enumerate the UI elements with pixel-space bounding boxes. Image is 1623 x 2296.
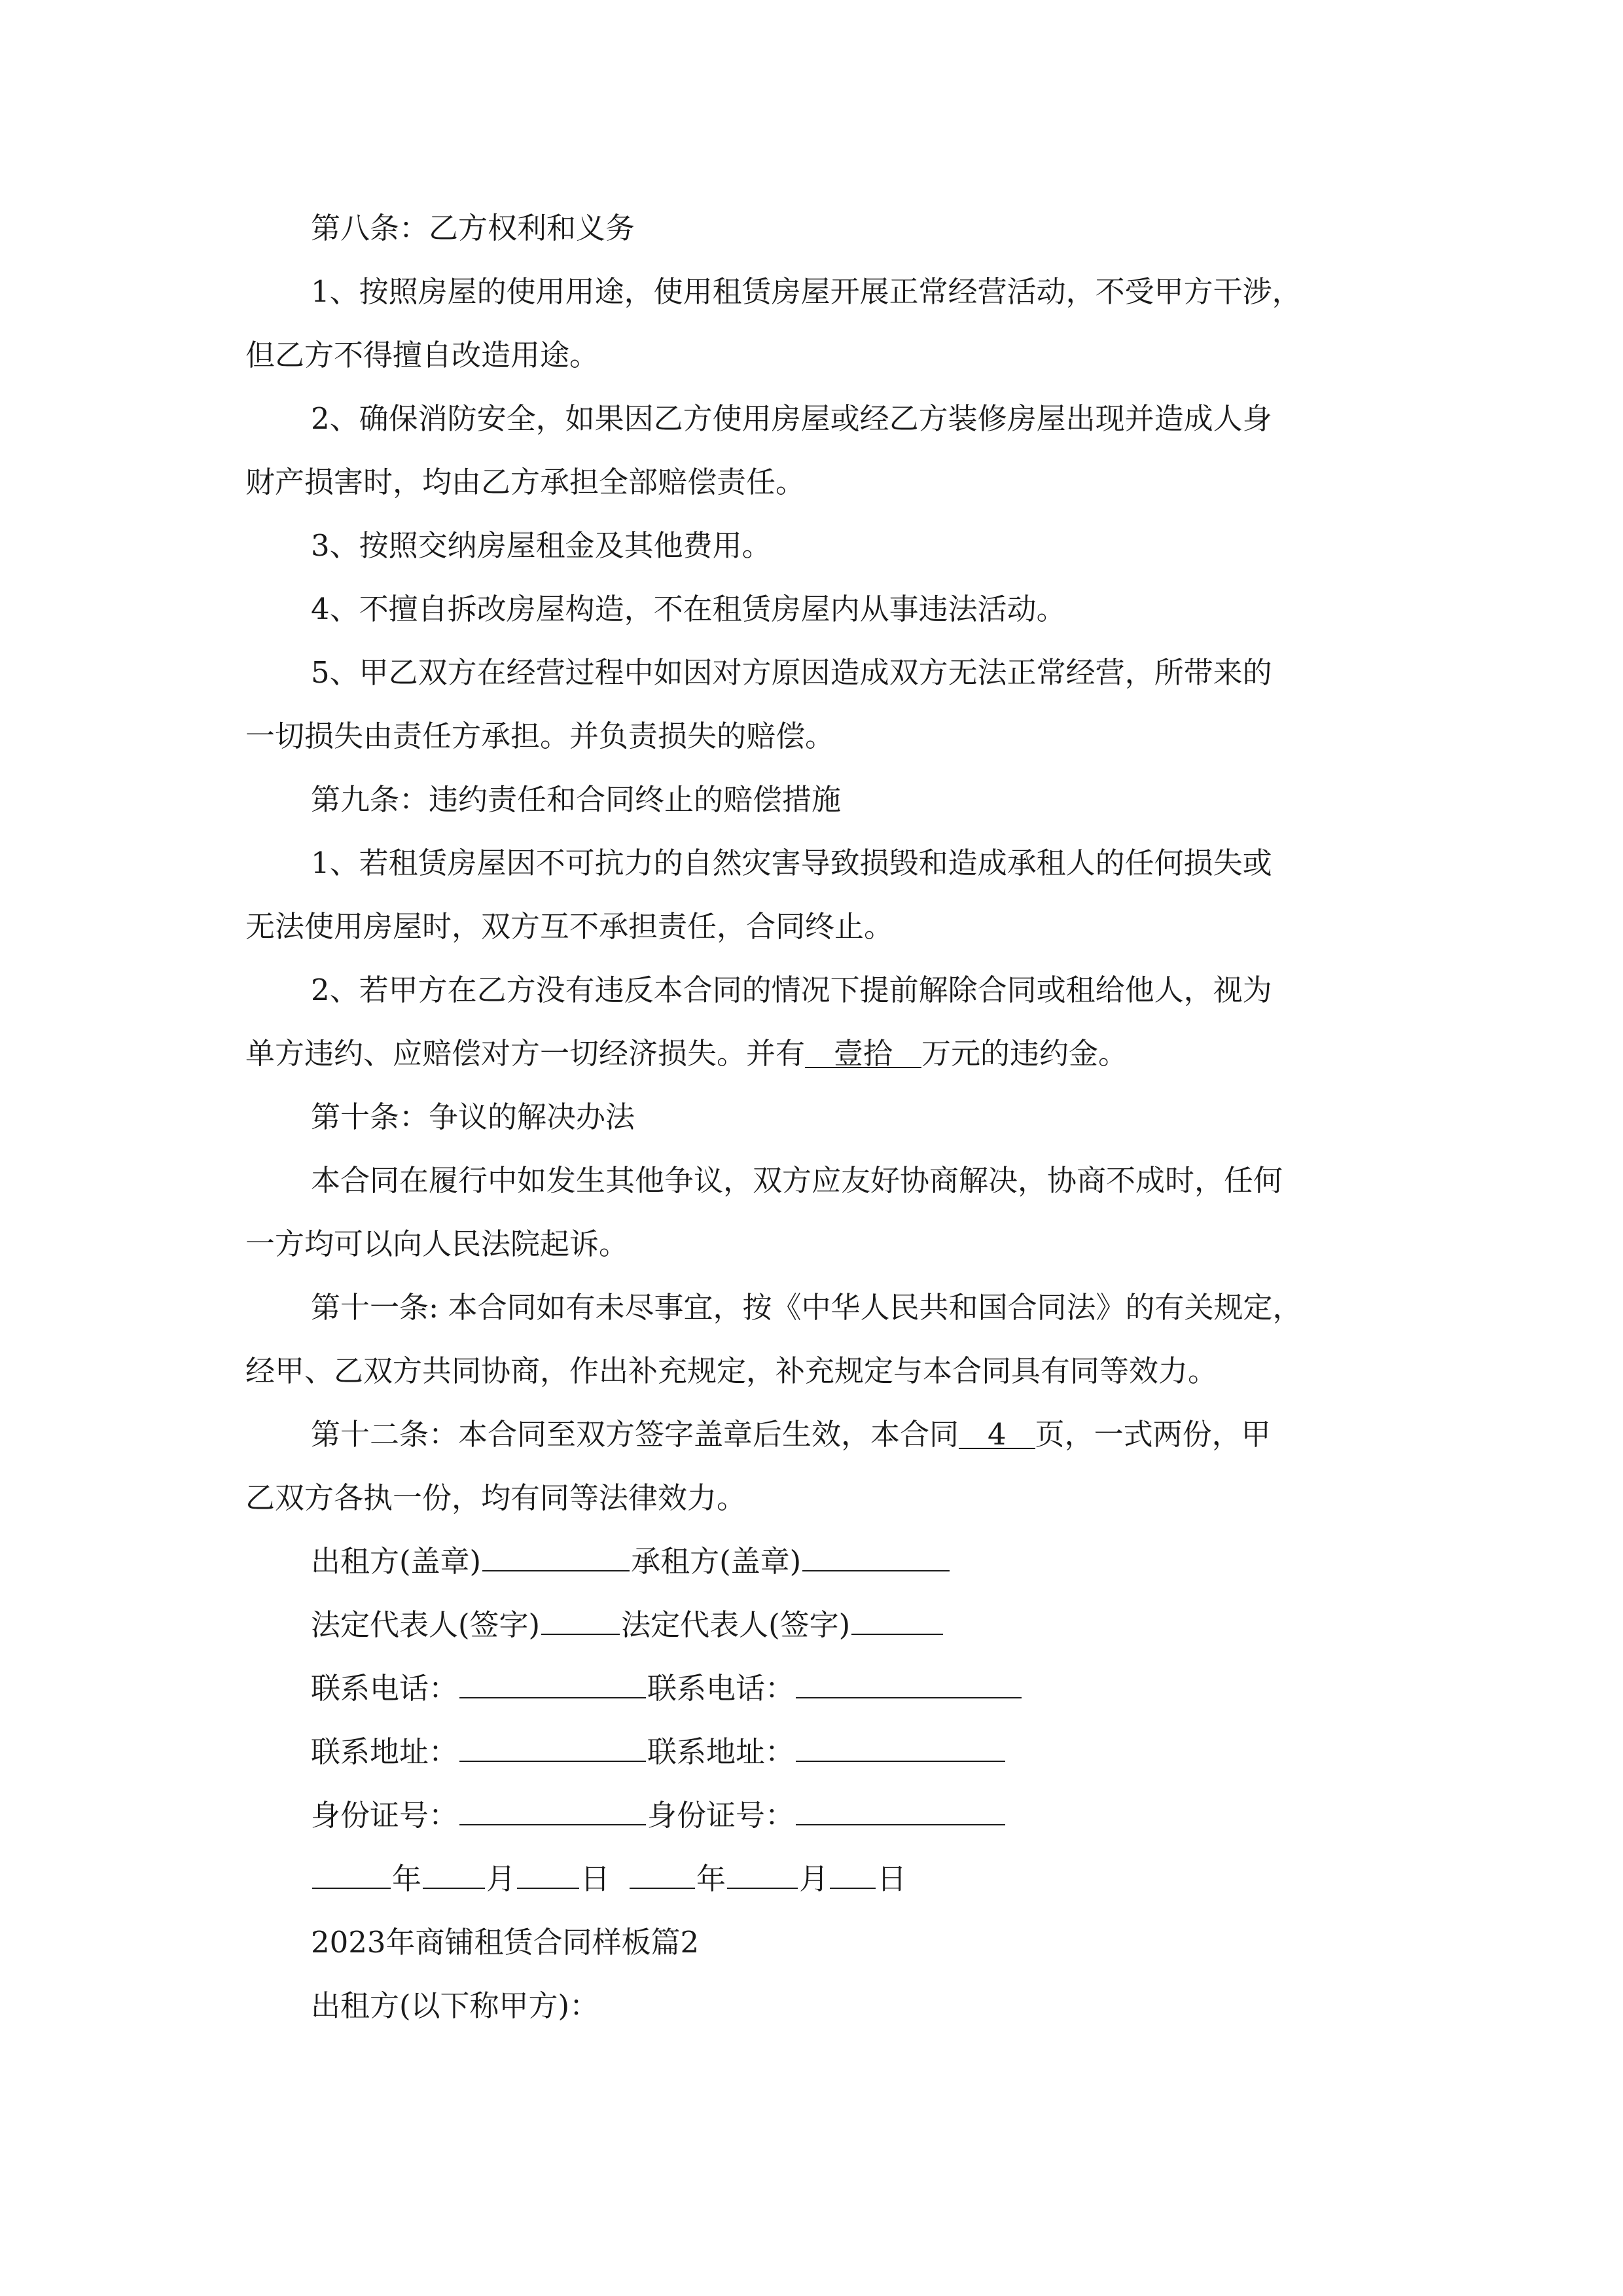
document-page [245, 196, 1384, 2037]
article-8-item-5-line-2: 一切损失由责任方承担。并负责损失的赔偿。 [245, 719, 835, 753]
lessor-id-blank [459, 1799, 646, 1825]
date-b-month-blank [727, 1863, 798, 1889]
lessor-address-label: 联系地址： [311, 1734, 459, 1769]
article-8-item-1-line-1: 1、按照房屋的使用用途，使用租赁房屋开展正常经营活动，不受甲方干涉， [311, 274, 1302, 309]
lessee-address-label: 联系地址： [647, 1734, 795, 1769]
article-8-item-4: 4、不擅自拆改房屋构造，不在租赁房屋内从事违法活动。 [311, 592, 1066, 626]
id-line [245, 1784, 1384, 1847]
article-8-item-2-line-2: 财产损害时，均由乙方承担全部赔偿责任。 [245, 465, 806, 499]
next-section-heading: 2023年商铺租赁合同样板篇2 [311, 1925, 700, 1960]
next-section-lessor-line: 出租方(以下称甲方)： [311, 1988, 599, 2023]
article-9-item-1-line-1: 1、若租赁房屋因不可抗力的自然灾害导致损毁和造成承租人的任何损失或 [311, 846, 1272, 880]
seal-line [245, 1530, 1384, 1593]
article-9-penalty-pre: 单方违约、应赔偿对方一切经济损失。并有 [245, 1036, 806, 1071]
article-9-penalty-post: 万元的违约金。 [921, 1036, 1128, 1071]
lessor-address-blank [459, 1736, 646, 1762]
lessee-address-blank [796, 1736, 1005, 1762]
article-8-item-1-line-2: 但乙方不得擅自改造用途。 [245, 338, 599, 372]
article-10-title: 第十条：争议的解决办法 [311, 1100, 635, 1134]
article-8-item-3: 3、按照交纳房屋租金及其他费用。 [311, 528, 772, 563]
page-count-field: 4 [959, 1422, 1035, 1449]
lessor-rep-blank [541, 1609, 620, 1635]
article-12-post: 页，一式两份，甲 [1035, 1417, 1271, 1452]
date-a-month-blank [423, 1863, 485, 1889]
date-a-year-blank [312, 1863, 391, 1889]
article-9-item-2-line-1: 2、若甲方在乙方没有违反本合同的情况下提前解除合同或租给他人，视为 [311, 973, 1272, 1007]
date-line [245, 1847, 1384, 1910]
article-11-line-1: 第十一条: 本合同如有未尽事宜，按《中华人民共和国合同法》的有关规定， [311, 1290, 1302, 1325]
lessee-phone-blank [796, 1672, 1022, 1698]
lessor-seal-blank [482, 1545, 630, 1571]
lessee-phone-label: 联系电话： [647, 1671, 795, 1706]
date-a-day-label: 日 [580, 1861, 611, 1896]
lessor-rep-label: 法定代表人(签字) [311, 1607, 541, 1642]
phone-line [245, 1657, 1384, 1720]
date-a-month-label: 月 [486, 1861, 516, 1896]
lessor-phone-blank [459, 1672, 646, 1698]
article-11-line-2: 经甲、乙双方共同协商，作出补充规定，补充规定与本合同具有同等效力。 [245, 1354, 1218, 1388]
lessee-rep-label: 法定代表人(签字) [621, 1607, 851, 1642]
article-8-item-2-line-1: 2、确保消防安全，如果因乙方使用房屋或经乙方装修房屋出现并造成人身 [311, 401, 1272, 436]
article-8-item-5-line-1: 5、甲乙双方在经营过程中如因对方原因造成双方无法正常经营，所带来的 [311, 655, 1272, 690]
lessee-id-blank [796, 1799, 1005, 1825]
article-10-body-line-2: 一方均可以向人民法院起诉。 [245, 1227, 629, 1261]
article-12-line-1 [245, 1403, 1384, 1466]
date-b-day-blank [830, 1863, 876, 1889]
article-9-item-2-line-2 [245, 1022, 1384, 1085]
article-9-title: 第九条：违约责任和合同终止的赔偿措施 [311, 782, 842, 817]
article-8-title: 第八条：乙方权利和义务 [311, 211, 635, 245]
date-b-month-label: 月 [799, 1861, 829, 1896]
article-9-item-1-line-2: 无法使用房屋时，双方互不承担责任，合同终止。 [245, 909, 894, 944]
penalty-amount-field: 壹拾 [805, 1041, 921, 1068]
date-b-day-label: 日 [877, 1861, 907, 1896]
article-12-pre: 第十二条：本合同至双方签字盖章后生效，本合同 [311, 1417, 959, 1452]
lessee-seal-label: 承租方(盖章) [631, 1544, 802, 1579]
article-10-body-line-1: 本合同在履行中如发生其他争议，双方应友好协商解决，协商不成时，任何 [311, 1163, 1283, 1198]
lessor-phone-label: 联系电话： [311, 1671, 459, 1706]
lessee-rep-blank [851, 1609, 943, 1635]
lessor-id-label: 身份证号： [311, 1798, 459, 1833]
date-b-year-label: 年 [696, 1861, 726, 1896]
article-12-line-2: 乙双方各执一份，均有同等法律效力。 [245, 1480, 747, 1515]
date-b-year-blank [630, 1863, 695, 1889]
lessor-seal-label: 出租方(盖章) [311, 1544, 482, 1579]
lessee-seal-blank [802, 1545, 950, 1571]
representative-line [245, 1593, 1384, 1657]
date-a-day-blank [517, 1863, 579, 1889]
lessee-id-label: 身份证号： [647, 1798, 795, 1833]
date-a-year-label: 年 [392, 1861, 422, 1896]
address-line [245, 1720, 1384, 1784]
